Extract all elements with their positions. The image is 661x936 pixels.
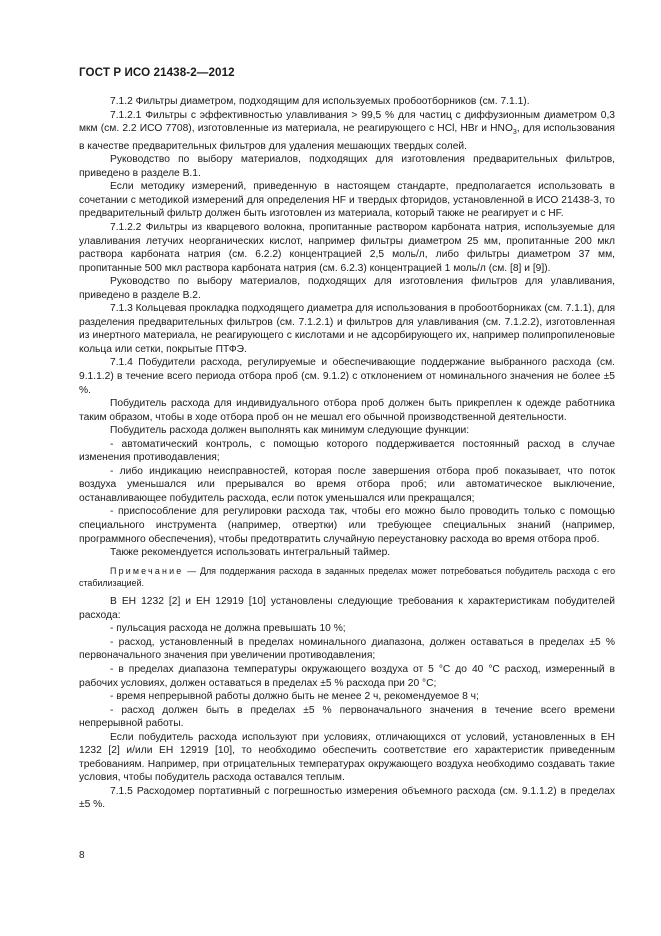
clause-7-1-4: 7.1.4 Побудители расхода, регулируемые и обеспечивающие поддержание выбранного расхода (см. 9.1.1.2) в течение всего периода отбора проб (см. 9.1.2) с отклонением от номинального значения не более ±5 %. bbox=[79, 357, 615, 396]
note bbox=[79, 565, 615, 590]
clause-7-1-2-2: 7.1.2.2 Фильтры из кварцевого волокна, пропитанные раствором карбоната натрия, используемые для улавливания летучих неорганических кислот, например фильтры диаметром 25 мм, пропитанные 200 мкл раствора карбоната натрия (см. 6.2.2) концентрацией 2,5 моль/л, либо фильтры диаметром 37 мм, пропитанные 500 мкл раствора карбоната натрия (см. 6.2.3) концентрацией 1 моль/л (см. [8] и [9]). bbox=[79, 221, 615, 274]
list-item-flow-adjustment: - приспособление для регулировки расхода так, чтобы его можно было проводить только с помощью специального инструмента (например, отвертки) или требующее специальных знаний (например, программного обеспечения), чтобы предотвратить случайную переустановку расхода во время отбора проб. bbox=[79, 506, 615, 545]
list-item-run-time: - время непрерывной работы должно быть не менее 2 ч, рекомендуемое 8 ч; bbox=[110, 691, 479, 703]
list-item-continuous-flow: - расход должен быть в пределах ±5 % первоначального значения в течение всего времени непрерывной работы. bbox=[79, 704, 615, 730]
paragraph-other-conditions: Если побудитель расхода используют при условиях, отличающихся от условий, установленных в ЕН 1232 [2] и/или ЕН 12919 [10], то необходимо обеспечить соответствие его характеристик приведенным требованиям. Например, при отрицательных температурах окружающего воздуха необходимо создавать такие условия, чтобы побудитель расхода оставался теплым. bbox=[79, 731, 615, 784]
list-item-auto-control: - автоматический контроль, с помощью которого поддерживается постоянный расход в случае изменения противодавления; bbox=[79, 438, 615, 464]
list-item-temperature-range: - в пределах диапазона температуры окружающего воздуха от 5 °С до 40 °С расход, измеренный в рабочих условиях, должен оставаться в пределах ±5 % расхода при 20 °С; bbox=[79, 663, 615, 689]
list-item-fault-indication: - либо индикацию неисправностей, которая после завершения отбора проб показывает, что поток воздуха уменьшался или прерывался во время отбора проб; или автоматическое выключение, останавливающее побудитель расхода, если поток уменьшался или прекращался; bbox=[79, 465, 615, 504]
note-text: — Для поддержания расхода в заданных пределах может потребоваться побудитель расхода с его стабилизацией. bbox=[79, 565, 615, 588]
clause-7-1-2: 7.1.2 Фильтры диаметром, подходящим для используемых пробоотборников (см. 7.1.1). bbox=[110, 96, 530, 107]
paragraph-prefilter-guidance: Руководство по выбору материалов, подходящих для изготовления предварительных фильтров, приведено в разделе B.1. bbox=[79, 154, 615, 179]
clause-7-1-5: 7.1.5 Расходомер портативный с погрешностью измерения объемного расхода (см. 9.1.1.2) в пределах ±5 %. bbox=[79, 785, 615, 811]
note-label: Примечание bbox=[110, 565, 184, 576]
clause-7-1-3: 7.1.3 Кольцевая прокладка подходящего диаметра для использования в пробоотборниках (см. 7.1.1), для разделения предварительных фильтров (см. 7.1.2.1) и фильтров для улавливания (см. 7.1.2.2), изготовленная из инертного материала, не реагирующего с кислотами и не адсорбирующего их, например полипропиленовые кольца или сетки, покрытые ПТФЭ. bbox=[79, 303, 616, 355]
clause-7-1-2-1-text-b: , для использования в качестве предварительных фильтров для удаления мешающих твердых солей. bbox=[79, 123, 615, 152]
paragraph-pump-functions: Побудитель расхода должен выполнять как минимум следующие функции: bbox=[110, 425, 470, 437]
page-number: 8 bbox=[79, 850, 85, 861]
paragraph-capture-filter-guidance: Руководство по выбору материалов, подходящих для изготовления фильтров для улавливания, приведено в разделе B.2. bbox=[79, 276, 615, 301]
clause-7-1-2-1-text-a: 7.1.2.1 Фильтры с эффективностью улавливания > 99,5 % для частиц с диффузионным диаметром 0,3 мкм (см. 2.2 ИСО 7708), изготовленные из материала, не реагирующего с HCl, HBr и HNO bbox=[79, 109, 615, 135]
list-item-pulsation: - пульсация расхода не должна превышать 10 %; bbox=[110, 623, 346, 635]
paragraph-personal-pump: Побудитель расхода для индивидуального отбора проб должен быть прикреплен к одежде работника таким образом, чтобы в ходе отбора проб он не мешал его обычной производственной деятельности. bbox=[79, 398, 615, 423]
list-item-flow-stability: - расход, установленный в пределах номинального диапазона, должен оставаться в пределах ±5 % первоначального значения при увеличении противодавления; bbox=[79, 636, 615, 662]
paragraph-hf-compatibility: Если методику измерений, приведенную в настоящем стандарте, предполагается использовать в сочетании с методикой измерений для определения HF и твердых фторидов, установленной в ИСО 21438-3, то предварительный фильтр должен быть изготовлен из материала, который также не реагирует и с HF. bbox=[79, 181, 615, 220]
clause-7-1-2-1 bbox=[79, 109, 615, 154]
hno3-subscript: 3 bbox=[512, 129, 517, 137]
document-body bbox=[79, 95, 615, 812]
paragraph-timer: Также рекомендуется использовать интегральный таймер. bbox=[110, 547, 391, 559]
document-header: ГОСТ Р ИСО 21438-2—2012 bbox=[79, 66, 235, 79]
paragraph-en-requirements: В ЕН 1232 [2] и ЕН 12919 [10] установлены следующие требования к характеристикам побудителей расхода: bbox=[79, 596, 615, 621]
